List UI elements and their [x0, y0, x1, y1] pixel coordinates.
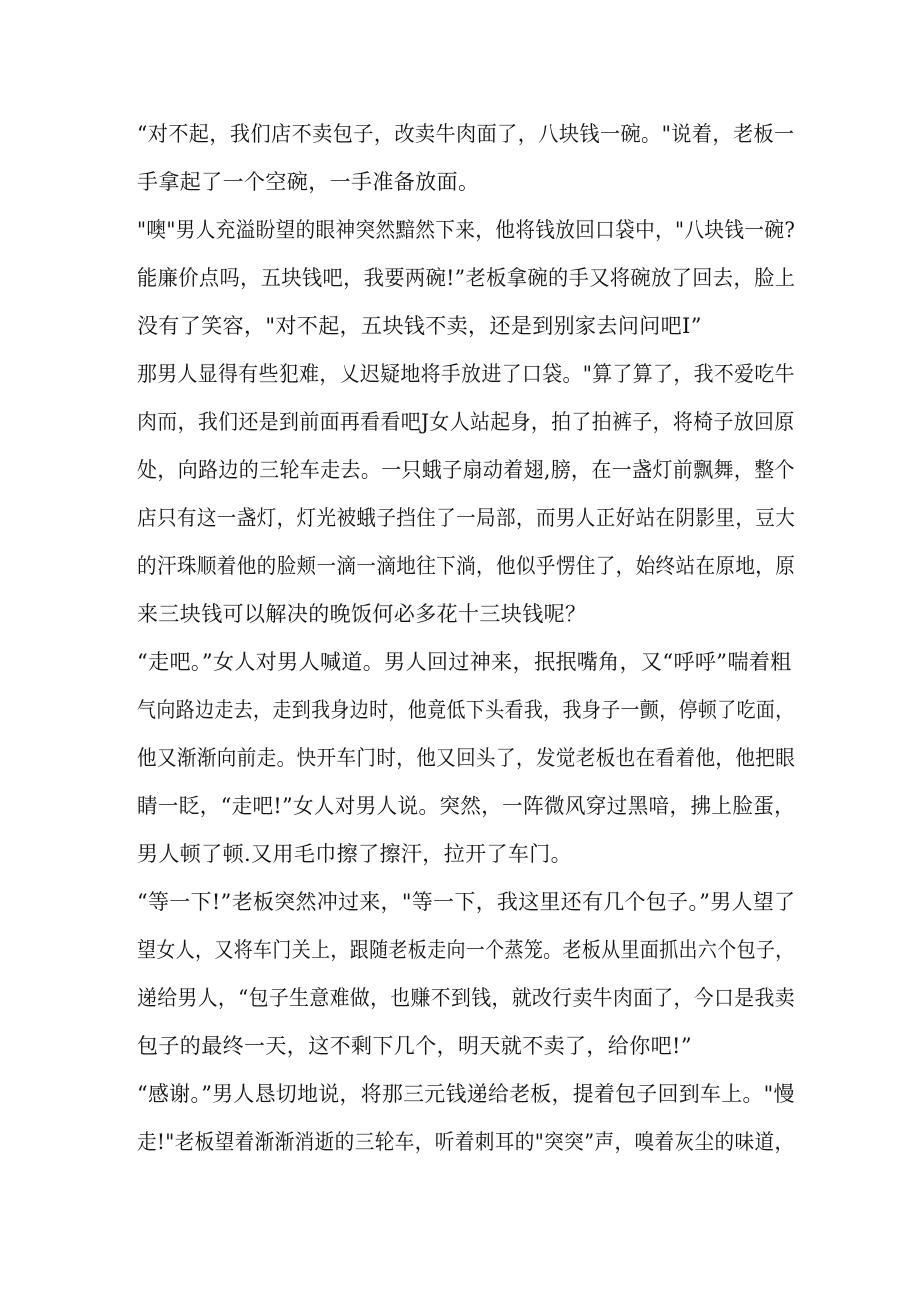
- text-line: 他又渐渐向前走。快开车门时，他又回头了，发觉老板也在看着他，他把眼: [137, 746, 796, 770]
- text-line: “感谢。”男人恳切地说，将那三元钱递给老板，提着包子回到车上。"慢: [137, 1082, 795, 1106]
- text-line: “等一下!”老板突然冲过来，"等一下，我这里还有几个包子。”男人望了: [137, 890, 796, 914]
- text-line: 能廉价点吗，五块钱吧，我要两碗!”老板拿碗的手又将碗放了回去，脸上: [137, 266, 796, 290]
- text-line: 的汗珠顺着他的脸颊一滴一滴地往下淌，他似乎愣住了，始终站在原地，原: [137, 554, 796, 578]
- text-line: 包子的最终一天，这不剩下几个，明天就不卖了，给你吧!”: [137, 1034, 692, 1058]
- text-line: 走!"老板望着渐渐消逝的三轮车，听着刺耳的"突突”声，嗅着灰尘的味道，: [137, 1130, 795, 1154]
- text-line: 没有了笑容，"对不起，五块钱不卖，还是到别家去问问吧I”: [137, 314, 702, 338]
- text-line: 处，向路边的三轮车走去。一只蛾子扇动着翅,膀，在一盏灯前飘舞，整个: [137, 458, 795, 482]
- text-line: “对不起，我们店不卖包子，改卖牛肉面了，八块钱一碗。"说着，老板一: [137, 122, 795, 146]
- text-line: 肉而，我们还是到前面再看看吧J女人站起身，拍了拍裤子，将椅子放回原: [137, 410, 795, 434]
- text-line: 男人顿了顿.又用毛巾擦了擦汗，拉开了车门。: [137, 842, 573, 866]
- text-line: “走吧。”女人对男人喊道。男人回过神来，抿抿嘴角，又“呼呼”喘着粗: [137, 650, 792, 674]
- text-line: 手拿起了一个空碗，一手准备放面。: [137, 170, 480, 194]
- text-line: "噢"男人充溢盼望的眼神突然黯然下来，他将钱放回口袋中，"八块钱一碗?: [137, 218, 796, 242]
- text-line: 那男人显得有些犯难，乂迟疑地将手放进了口袋。"算了算了，我不爱吃牛: [137, 362, 795, 386]
- text-line: 来三块钱可以解决的晚饭何必多花十三块钱呢？: [137, 602, 587, 626]
- text-line: 递给男人，“包子生意难做，也赚不到钱，就改行卖牛肉面了，今口是我卖: [137, 986, 795, 1010]
- text-line: 睛一眨，“走吧!”女人对男人说。突然，一阵微风穿过黑喑，拂上脸蛋，: [137, 794, 796, 818]
- text-line: 望女人，又将车门关上，跟随老板走向一个蒸笼。老板从里面抓出六个包子，: [137, 938, 795, 962]
- text-line: 店只有这一盏灯，灯光被蛾子挡住了一局部，而男人正好站在阴影里，豆大: [137, 506, 796, 530]
- text-line: 气向路边走去，走到我身边时，他竟低下头看我，我身子一颤，停顿了吃面，: [137, 698, 795, 722]
